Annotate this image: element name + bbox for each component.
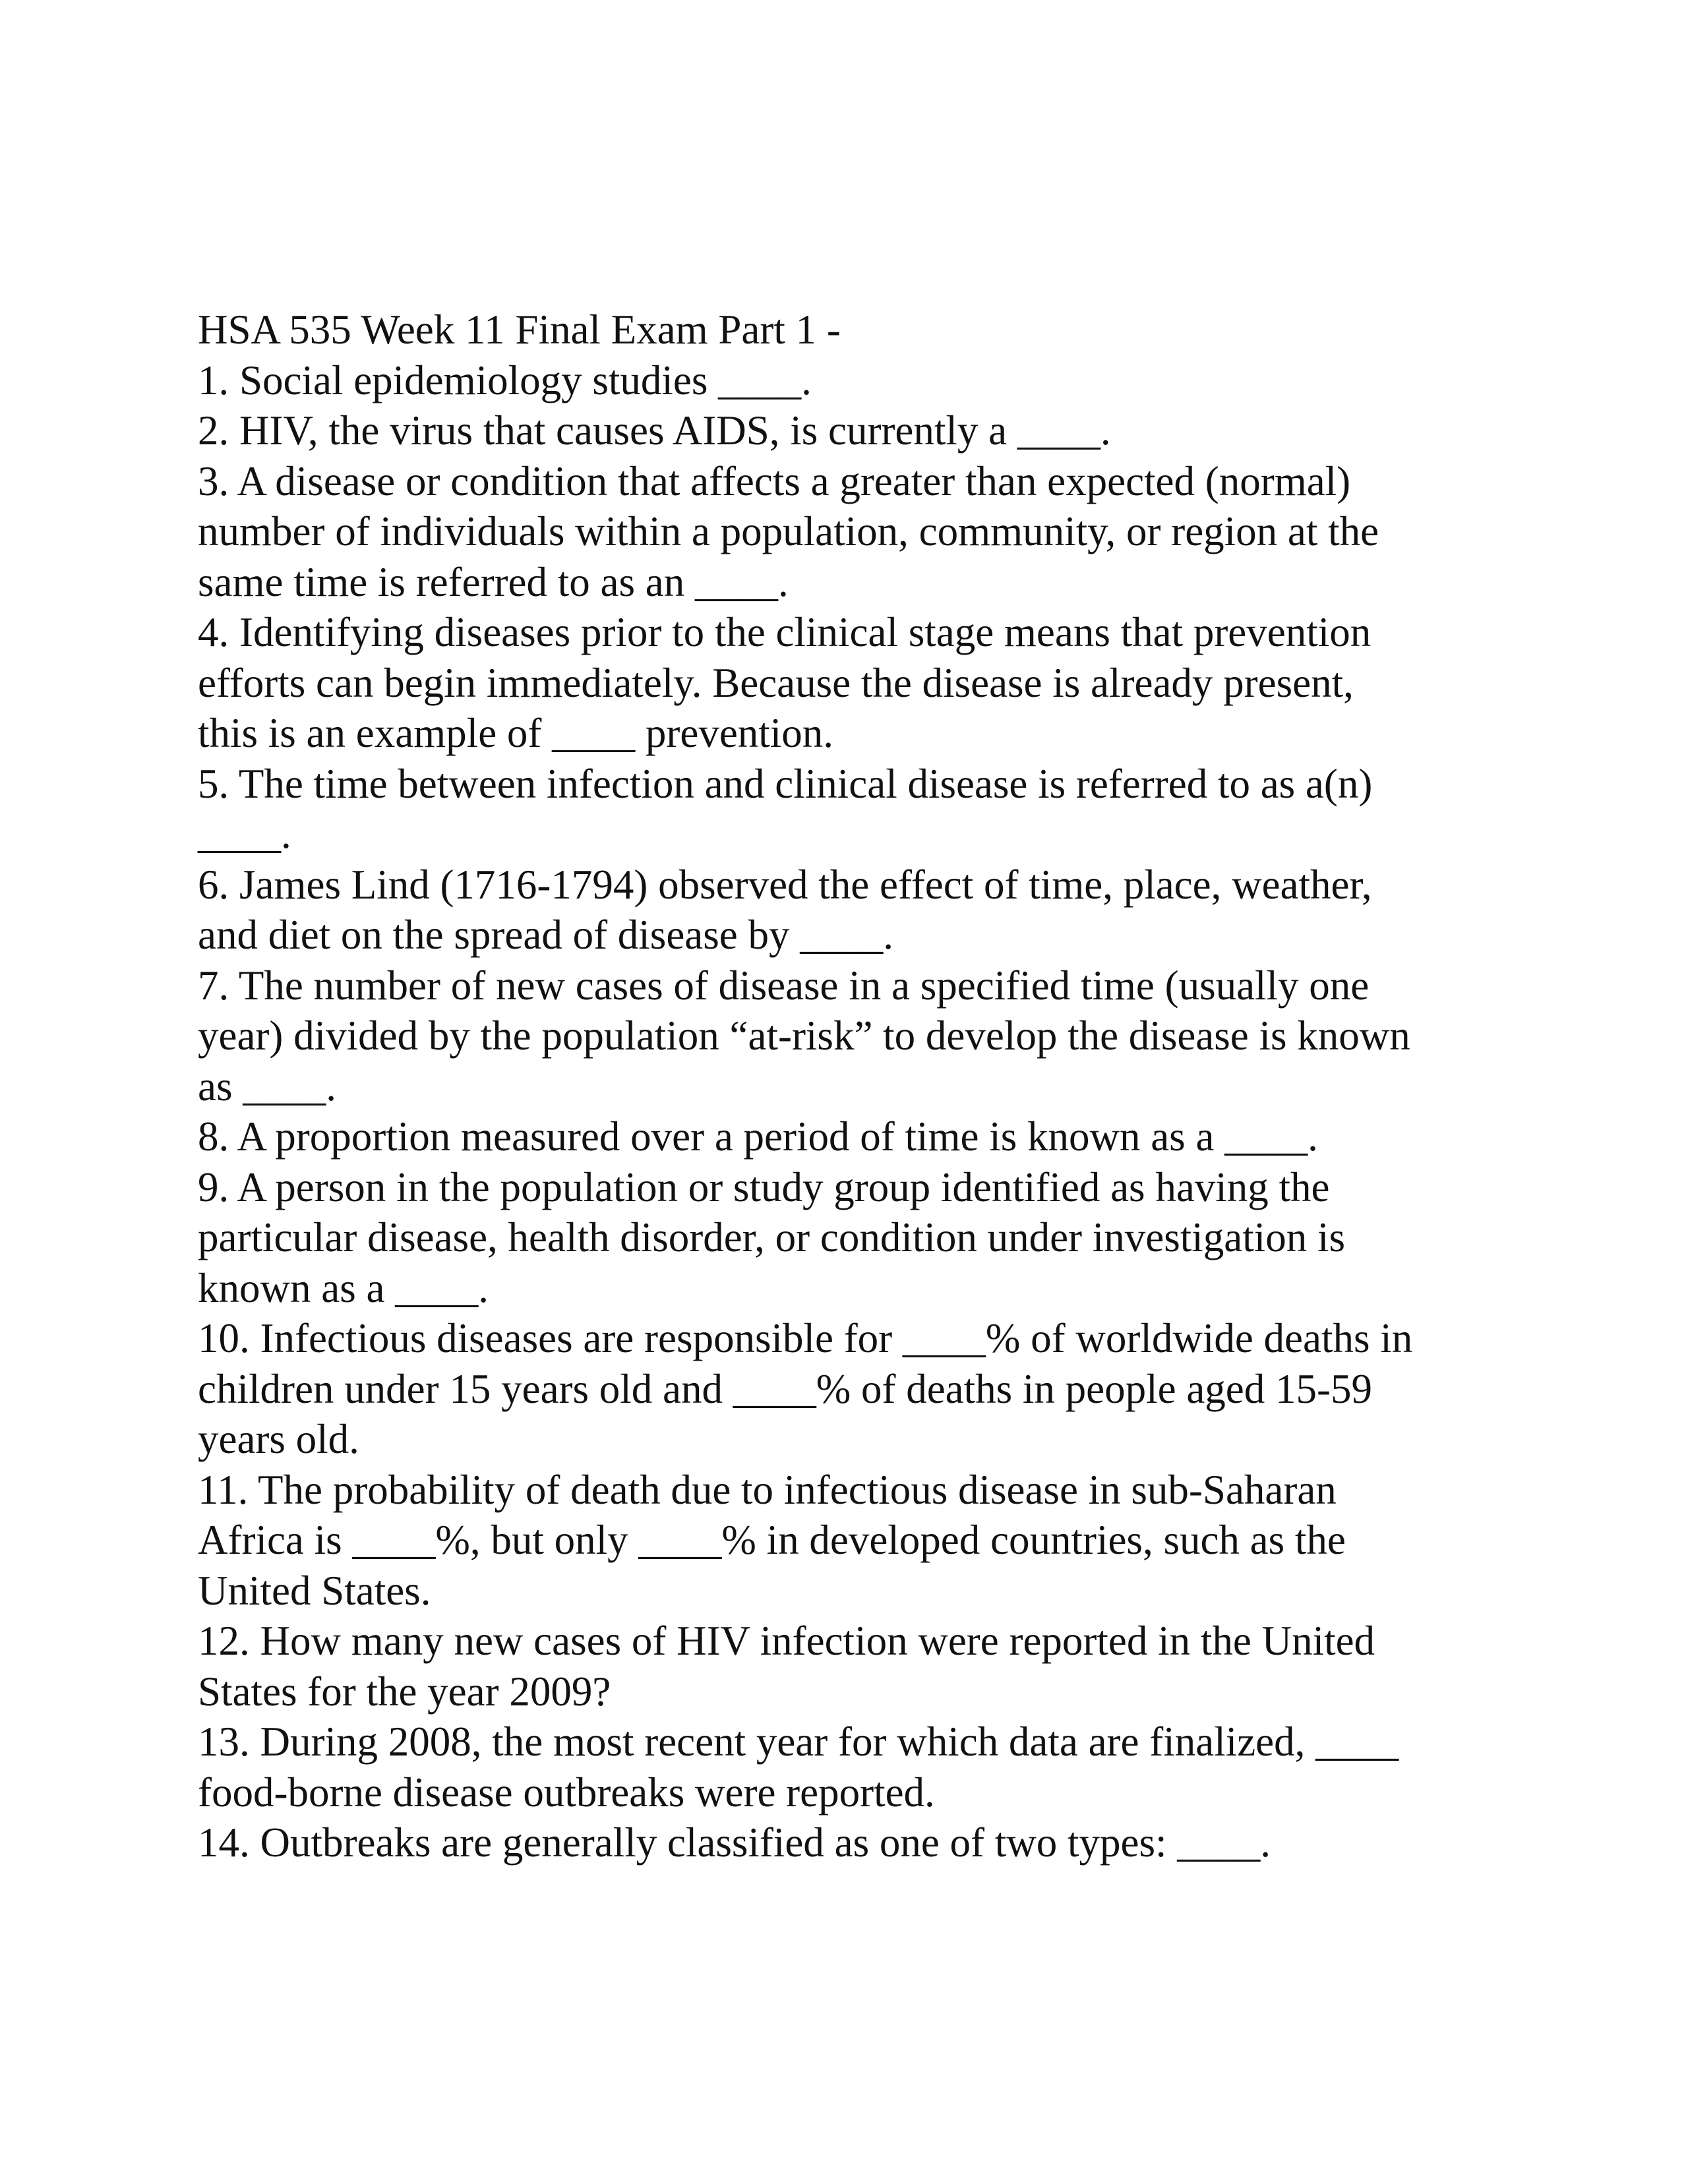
question-5-line-2: ____. xyxy=(198,811,291,857)
question-8: 8. A proportion measured over a period of time is known as a ____. xyxy=(198,1113,1318,1160)
question-12-line-1: 12. How many new cases of HIV infection were reported in the United xyxy=(198,1618,1375,1664)
question-11-line-2: Africa is ____%, but only ____% in developed countries, such as the xyxy=(198,1517,1346,1563)
question-4-line-3: this is an example of ____ prevention. xyxy=(198,710,834,756)
question-3-line-2: number of individuals within a population, community, or region at the xyxy=(198,508,1379,554)
question-5-line-1: 5. The time between infection and clinical disease is referred to as a(n) xyxy=(198,760,1373,807)
question-10-line-1: 10. Infectious diseases are responsible for ____% of worldwide deaths in xyxy=(198,1315,1413,1361)
exam-title: HSA 535 Week 11 Final Exam Part 1 - xyxy=(198,307,841,353)
question-11-line-1: 11. The probability of death due to infectious disease in sub-Saharan xyxy=(198,1466,1337,1513)
question-13-line-1: 13. During 2008, the most recent year for which data are finalized, ____ xyxy=(198,1719,1399,1765)
question-11-line-3: United States. xyxy=(198,1567,431,1614)
question-1: 1. Social epidemiology studies ____. xyxy=(198,357,812,403)
question-7-line-3: as ____. xyxy=(198,1063,336,1109)
question-9-line-2: particular disease, health disorder, or condition under investigation is xyxy=(198,1214,1346,1260)
question-3-line-3: same time is referred to as an ____. xyxy=(198,558,789,605)
question-2: 2. HIV, the virus that causes AIDS, is currently a ____. xyxy=(198,407,1111,454)
question-9-line-3: known as a ____. xyxy=(198,1264,489,1311)
question-6-line-2: and diet on the spread of disease by ____. xyxy=(198,912,893,958)
question-4-line-1: 4. Identifying diseases prior to the clinical stage means that prevention xyxy=(198,609,1372,655)
question-12-line-2: States for the year 2009? xyxy=(198,1668,611,1715)
question-14: 14. Outbreaks are generally classified as one of two types: ____. xyxy=(198,1819,1271,1866)
question-7-line-1: 7. The number of new cases of disease in a specified time (usually one xyxy=(198,962,1370,1009)
question-3-line-1: 3. A disease or condition that affects a greater than expected (normal) xyxy=(198,457,1351,504)
question-13-line-2: food-borne disease outbreaks were reported. xyxy=(198,1769,935,1815)
question-10-line-3: years old. xyxy=(198,1416,359,1462)
question-9-line-1: 9. A person in the population or study group identified as having the xyxy=(198,1164,1330,1210)
question-6-line-1: 6. James Lind (1716-1794) observed the effect of time, place, weather, xyxy=(198,861,1372,908)
question-7-line-2: year) divided by the population “at-risk” to develop the disease is known xyxy=(198,1013,1410,1059)
question-4-line-2: efforts can begin immediately. Because the disease is already present, xyxy=(198,659,1354,706)
question-10-line-2: children under 15 years old and ____% of deaths in people aged 15-59 xyxy=(198,1365,1372,1412)
exam-text xyxy=(198,305,1517,1868)
